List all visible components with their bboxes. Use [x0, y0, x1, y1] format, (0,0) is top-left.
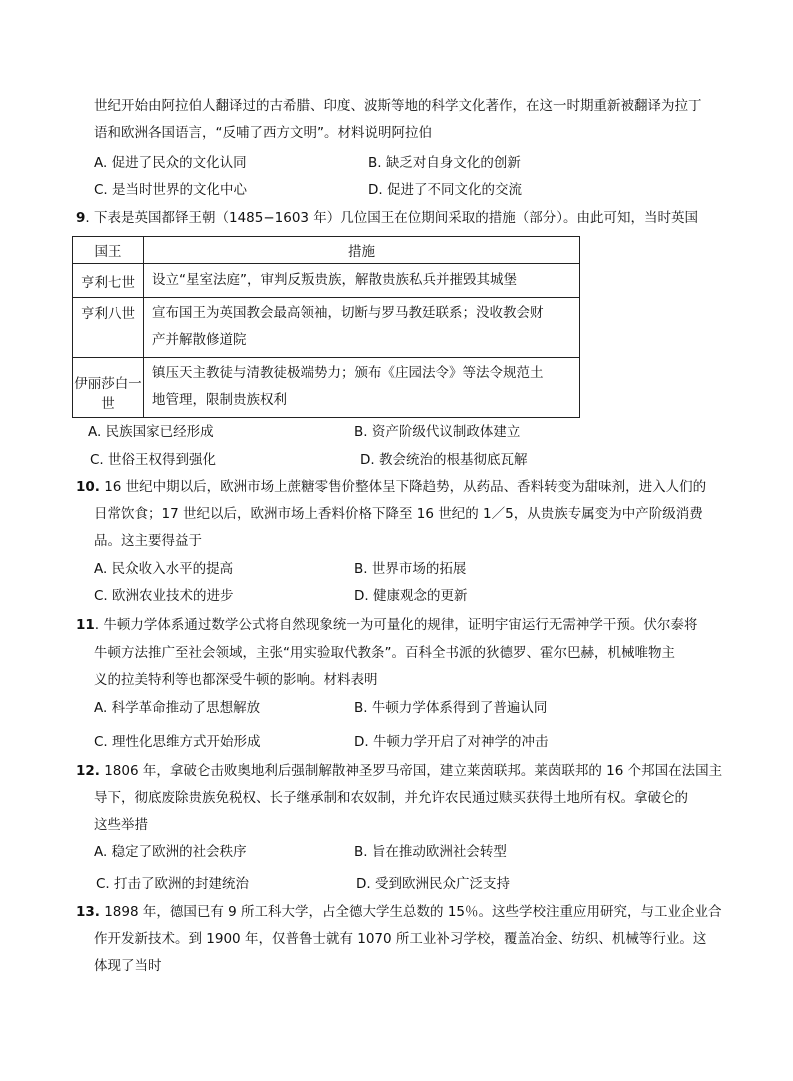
q12-stem-line-2: 导下，彻底废除贵族免税权、长子继承制和农奴制，并允许农民通过赎买获得土地所有权。拿破仑的 [94, 790, 688, 806]
q8-stem-line-2: 语和欧洲各国语言，“反哺了西方文明”。材料说明阿拉伯 [94, 125, 432, 141]
q11-option-c: C. 理性化思维方式开始形成 [94, 734, 261, 750]
q12-stem-line-3: 这些举措 [94, 817, 148, 833]
q10-stem-line-3: 品。这主要得益于 [94, 533, 202, 549]
q9-stem [76, 209, 698, 227]
q13-stem-line-1 [76, 903, 722, 921]
q11-stem-line-2: 牛顿方法推广至社会领域，主张“用实验取代教条”。百科全书派的狄德罗、霍尔巴赫，机械唯物主 [94, 645, 675, 661]
measure-line: 宣布国王为英国教会最高领袖，切断与罗马教廷联系；没收教会财 [152, 305, 544, 321]
q13-stem-line-3: 体现了当时 [94, 958, 162, 974]
q10-stem-text: 16 世纪中期以后，欧洲市场上蔗糖零售价整体呈下降趋势，从药品、香料转变为甜味剂，进入人们的 [99, 479, 707, 495]
q10-option-a: A. 民众收入水平的提高 [94, 561, 234, 577]
q11-stem-text: . 牛顿力学体系通过数学公式将自然现象统一为可量化的规律，证明宇宙运行无需神学干预。伏尔泰将 [94, 617, 698, 633]
q11-stem-line-1 [76, 616, 697, 634]
q8-option-d: D. 促进了不同文化的交流 [368, 182, 522, 198]
q11-option-b: B. 牛顿力学体系得到了普遍认同 [354, 700, 548, 716]
q9-option-c: C. 世俗王权得到强化 [90, 452, 217, 468]
q9-option-a: A. 民族国家已经形成 [88, 424, 214, 440]
q8-option-c: C. 是当时世界的文化中心 [94, 182, 248, 198]
q9-option-b: B. 资产阶级代议制政体建立 [354, 424, 521, 440]
q10-stem-line-2: 日常饮食；17 世纪以后，欧洲市场上香料价格下降至 16 世纪的 1／5，从贵族专属变为中产阶级消费 [94, 506, 703, 522]
table-row [73, 358, 580, 418]
q12-number: 12. [76, 763, 100, 779]
table-cell-measures [144, 264, 580, 298]
table-header-row [73, 237, 580, 264]
q11-option-a: A. 科学革命推动了思想解放 [94, 700, 261, 716]
measure-line: 地管理，限制贵族权利 [152, 392, 287, 408]
q9-stem-text: . 下表是英国都铎王朝（1485−1603 年）几位国王在位期间采取的措施（部分）。由此可知，当时英国 [85, 210, 699, 226]
table-cell-king: 伊丽莎白一世 [73, 358, 144, 418]
table-row [73, 264, 580, 298]
q10-option-b: B. 世界市场的拓展 [354, 561, 467, 577]
q12-stem-line-1 [76, 762, 722, 780]
q12-option-b: B. 旨在推动欧洲社会转型 [354, 844, 507, 860]
table-cell-measures [144, 298, 580, 358]
table-header-king: 国王 [73, 237, 144, 264]
q10-stem-line-1 [76, 478, 706, 496]
q10-option-d: D. 健康观念的更新 [354, 588, 468, 604]
q9-number: 9 [76, 210, 86, 226]
q8-option-b: B. 缺乏对自身文化的创新 [368, 155, 521, 171]
q12-option-a: A. 稳定了欧洲的社会秩序 [94, 844, 247, 860]
q10-number: 10. [76, 479, 100, 495]
q13-stem-line-2: 作开发新技术。到 1900 年，仅普鲁士就有 1070 所工业补习学校，覆盖冶金、纺织、机械等行业。这 [94, 931, 707, 947]
table-cell-measures [144, 358, 580, 418]
q9-measures-table [72, 236, 580, 418]
q12-option-d: D. 受到欧洲民众广泛支持 [356, 876, 510, 892]
q10-option-c: C. 欧洲农业技术的进步 [94, 588, 234, 604]
q12-stem-text: 1806 年，拿破仑击败奥地利后强制解散神圣罗马帝国，建立莱茵联邦。莱茵联邦的 16 个邦国在法国主 [99, 763, 723, 779]
table-cell-king: 亨利八世 [73, 298, 144, 358]
table-header-measures: 措施 [144, 237, 580, 264]
table-cell-king: 亨利七世 [73, 264, 144, 298]
q11-number: 11 [76, 617, 95, 633]
q13-number: 13. [76, 904, 100, 920]
q11-option-d: D. 牛顿力学开启了对神学的冲击 [354, 734, 549, 750]
q9-option-d: D. 教会统治的根基彻底瓦解 [360, 452, 528, 468]
q13-stem-text: 1898 年，德国已有 9 所工科大学，占全德大学生总数的 15％。这些学校注重应用研究，与工业企业合 [99, 904, 722, 920]
measure-line: 镇压天主教徒与清教徒极端势力；颁布《庄园法令》等法令规范土 [152, 365, 544, 381]
q12-option-c: C. 打击了欧洲的封建统治 [96, 876, 250, 892]
q8-option-a: A. 促进了民众的文化认同 [94, 155, 247, 171]
measure-line: 产并解散修道院 [152, 332, 247, 348]
table-row [73, 298, 580, 358]
q11-stem-line-3: 义的拉美特利等也都深受牛顿的影响。材料表明 [94, 672, 378, 688]
measure-line: 设立“星室法庭”，审判反叛贵族，解散贵族私兵并摧毁其城堡 [152, 272, 517, 288]
q8-stem-line-1: 世纪开始由阿拉伯人翻译过的古希腊、印度、波斯等地的科学文化著作，在这一时期重新被翻译为拉丁 [94, 98, 702, 114]
